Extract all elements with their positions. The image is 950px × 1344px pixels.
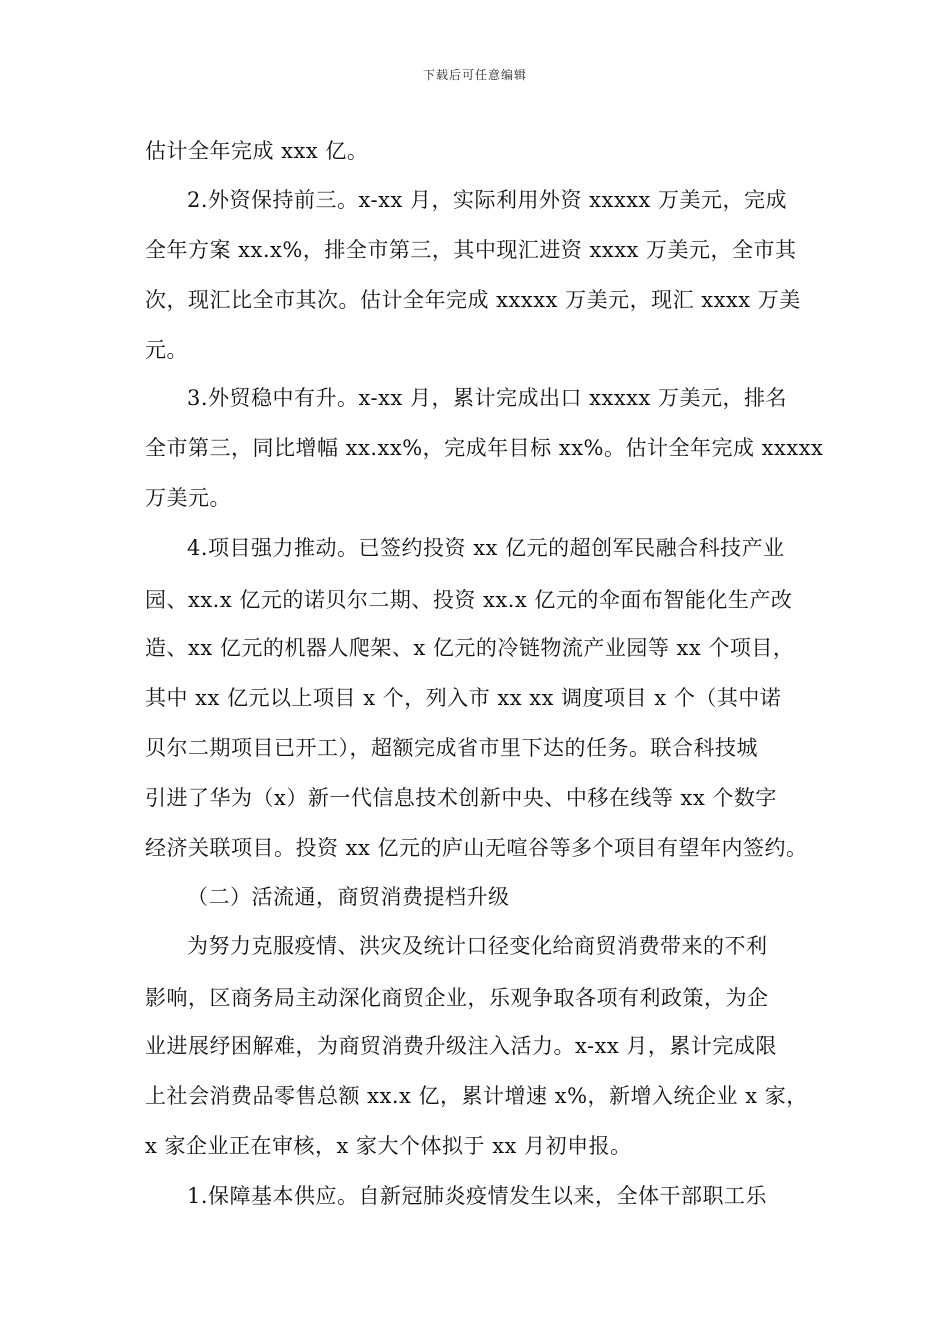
body-line: 业进展纾困解难，为商贸消费升级注入活力。x-xx 月，累计完成限: [145, 1034, 777, 1058]
page-header: 下载后可任意编辑: [422, 68, 527, 82]
body-line: 经济关联项目。投资 xx 亿元的庐山无喧谷等多个项目有望年内签约。: [145, 836, 808, 860]
body-line: 影响，区商务局主动深化商贸企业，乐观争取各项有利政策，为企: [145, 986, 769, 1010]
body-line: 万美元。: [145, 486, 231, 510]
body-line: 引进了华为（x）新一代信息技术创新中央、中移在线等 xx 个数字: [145, 786, 777, 810]
body-line: 1.保障基本供应。自新冠肺炎疫情发生以来，全体干部职工乐: [187, 1184, 768, 1208]
body-line: 次，现汇比全市其次。估计全年完成 xxxxx 万美元，现汇 xxxx 万美: [145, 288, 801, 312]
body-line: 2.外资保持前三。x-xx 月，实际利用外资 xxxxx 万美元，完成: [187, 188, 788, 212]
section-heading: （二）活流通，商贸消费提档升级: [187, 885, 510, 909]
body-line: 4.项目强力推动。已签约投资 xx 亿元的超创军民融合科技产业: [187, 536, 785, 560]
body-line: 全年方案 xx.x%，排全市第三，其中现汇进资 xxxx 万美元，全市其: [145, 238, 797, 262]
body-line: 3.外贸稳中有升。x-xx 月，累计完成出口 xxxxx 万美元，排名: [187, 386, 788, 410]
body-line: 元。: [145, 338, 188, 362]
body-line: 其中 xx 亿元以上项目 x 个，列入市 xx xx 调度项目 x 个（其中诺: [145, 686, 782, 710]
body-line: 全市第三，同比增幅 xx.xx%，完成年目标 xx%。估计全年完成 xxxxx: [145, 436, 824, 460]
body-line: 上社会消费品零售总额 xx.x 亿，累计增速 x%，新增入统企业 x 家，: [145, 1084, 808, 1108]
body-line: 园、xx.x 亿元的诺贝尔二期、投资 xx.x 亿元的伞面布智能化生产改: [145, 588, 793, 612]
body-line: 贝尔二期项目已开工），超额完成省市里下达的任务。联合科技城: [145, 736, 758, 760]
body-line: x 家企业正在审核，x 家大个体拟于 xx 月初申报。: [145, 1134, 632, 1158]
body-line: 造、xx 亿元的机器人爬架、x 亿元的冷链物流产业园等 xx 个项目，: [145, 636, 795, 660]
body-line: 为努力克服疫情、洪灾及统计口径变化给商贸消费带来的不利: [187, 934, 768, 958]
body-line: 估计全年完成 xxx 亿。: [145, 139, 369, 163]
